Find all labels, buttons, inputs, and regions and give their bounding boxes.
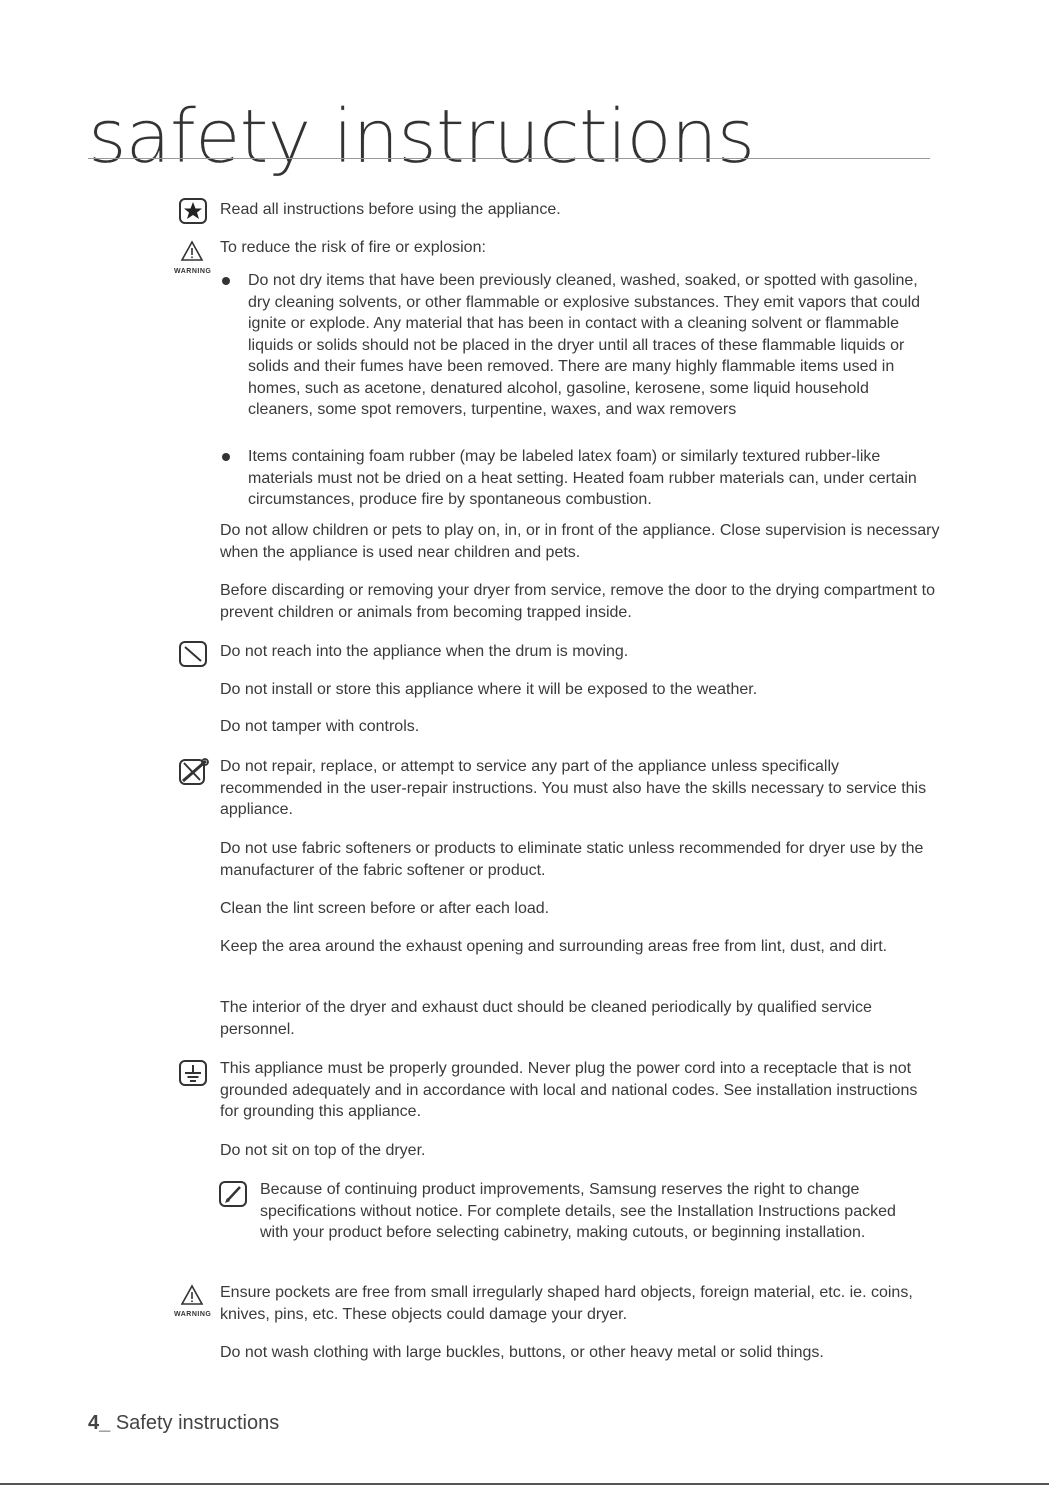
bullet-marker: [222, 453, 230, 461]
warning-label: WARNING: [174, 1311, 212, 1318]
sit-text: Do not sit on top of the dryer.: [220, 1142, 426, 1159]
read-all-text: Read all instructions before using the appliance.: [220, 201, 561, 218]
star-icon: [178, 197, 208, 225]
warning-icon: [180, 1284, 204, 1306]
no-repair-icon: [178, 757, 210, 787]
discard-dryer-text: Before discarding or removing your dryer from service, remove the door to the drying compartment to prevent children or animals from becoming trapped inside.: [220, 582, 935, 621]
warning-label: WARNING: [174, 268, 212, 275]
children-pets-text: Do not allow children or pets to play on, in, or in front of the appliance. Close supervision is necessary when the appliance is used near children and pets.: [220, 522, 940, 561]
exhaust-area-text: Keep the area around the exhaust opening and surrounding areas free from lint, dust, and dirt.: [220, 938, 888, 955]
note-text: Because of continuing product improvements, Samsung reserves the right to change specifications without notice. For complete details, see the Installation Instructions packed with your product before selecting cabinetry, making cutouts, or beginning installation.: [260, 1181, 896, 1241]
tamper-text: Do not tamper with controls.: [220, 718, 420, 735]
warning-icon: [180, 240, 204, 262]
interior-cleaning-text: The interior of the dryer and exhaust duct should be cleaned periodically by qualified service personnel.: [220, 999, 872, 1038]
bottom-rule: [0, 1483, 1049, 1485]
repair-text: Do not repair, replace, or attempt to service any part of the appliance unless specifically recommended in the user-repair instructions. You must also have the skills necessary to service this appliance.: [220, 758, 927, 818]
footer-section-title: Safety instructions: [115, 1412, 280, 1434]
pockets-text: Ensure pockets are free from small irregularly shaped hard objects, foreign material, etc. ie. coins, knives, pins, etc. These objects could damage your dryer.: [220, 1284, 913, 1323]
prohibition-icon: [178, 640, 208, 668]
softeners-text: Do not use fabric softeners or products to eliminate static unless recommended for dryer use by the manufacturer of the fabric softener or product.: [220, 840, 924, 879]
title-rule: [88, 158, 930, 159]
bullet-foam-rubber: Items containing foam rubber (may be labeled latex foam) or similarly textured rubber-like materials must not be dried on a heat setting. Heated foam rubber materials can, under certain circumstances, produce fire by spontaneous combustion.: [248, 448, 917, 508]
weather-text: Do not install or store this appliance where it will be exposed to the weather.: [220, 681, 758, 698]
reduce-risk-text: To reduce the risk of fire or explosion:: [220, 239, 486, 256]
lint-screen-text: Clean the lint screen before or after each load.: [220, 900, 550, 917]
ground-icon: [178, 1058, 208, 1088]
page-number: 4_: [88, 1412, 111, 1434]
page-footer: [88, 1412, 279, 1435]
note-icon: [218, 1180, 248, 1208]
bullet-marker: [222, 277, 230, 285]
reach-drum-text: Do not reach into the appliance when the drum is moving.: [220, 643, 629, 660]
wash-text: Do not wash clothing with large buckles, buttons, or other heavy metal or solid things.: [220, 1344, 824, 1361]
bullet-flammable: Do not dry items that have been previously cleaned, washed, soaked, or spotted with gasoline, dry cleaning solvents, or other flammable or explosive substances. They emit vapors that could ignite or explode. Any material that has been in contact with a cleaning solvent or flammable liquids or solids should not be placed in the dryer until all traces of these flammable liquids or solids and their fumes have been removed. There are many highly flammable items used in homes, such as acetone, denatured alcohol, gasoline, kerosene, some liquid household cleaners, some spot removers, turpentine, waxes, and wax removers: [248, 272, 921, 418]
page-title: safety instructions: [88, 94, 755, 180]
grounding-text: This appliance must be properly grounded. Never plug the power cord into a receptacle that is not grounded adequately and in accordance with local and national codes. See installation instructions for grounding this appliance.: [220, 1060, 918, 1120]
